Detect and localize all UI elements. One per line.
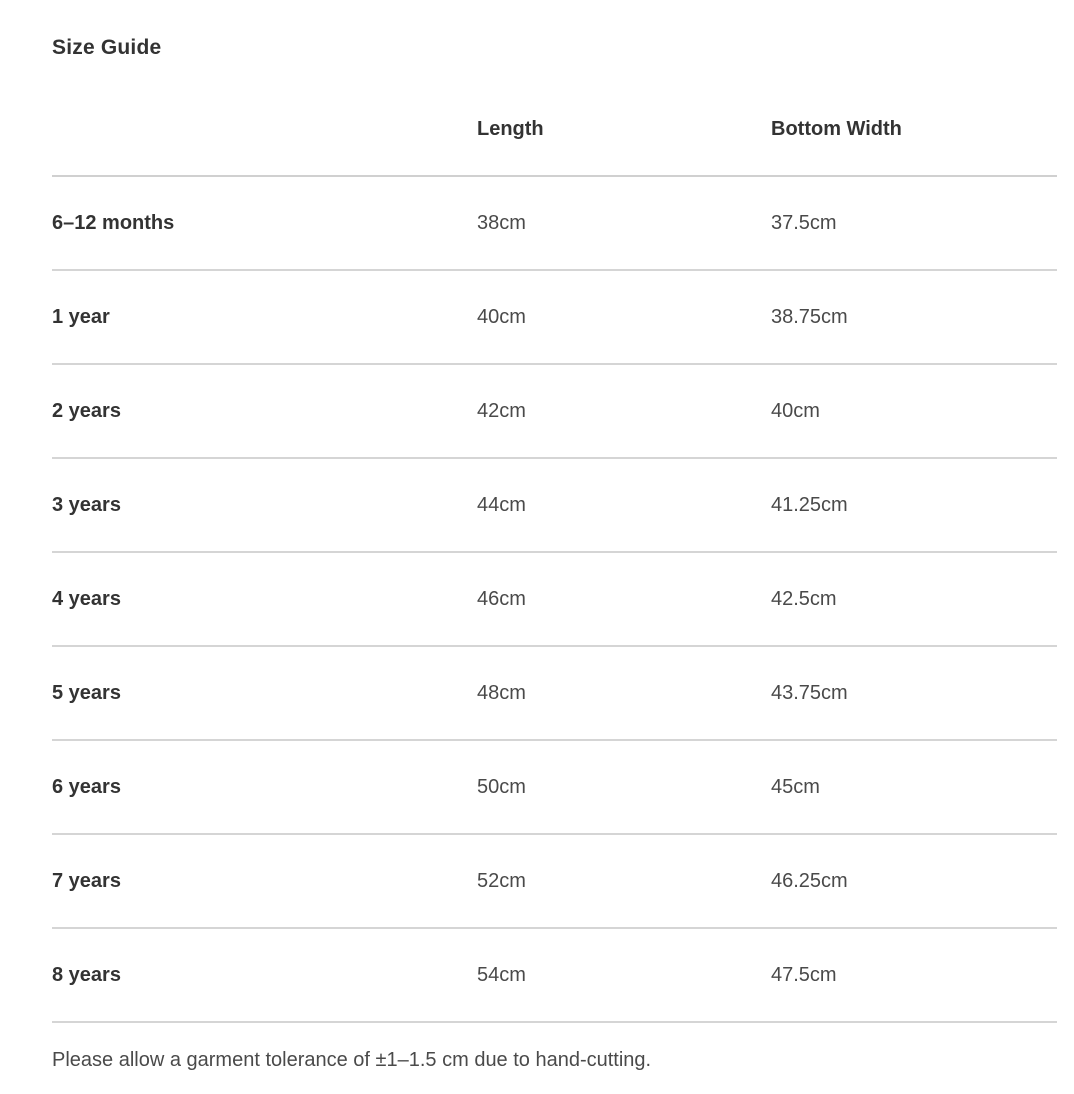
table-row	[52, 834, 1057, 928]
length-cell: 38cm	[477, 176, 771, 270]
size-cell: 6 years	[52, 740, 477, 834]
size-cell: 5 years	[52, 646, 477, 740]
table-row	[52, 176, 1057, 270]
size-cell: 1 year	[52, 270, 477, 364]
length-cell: 54cm	[477, 928, 771, 1022]
bottom-width-cell: 45cm	[771, 740, 1057, 834]
length-cell: 50cm	[477, 740, 771, 834]
table-row	[52, 740, 1057, 834]
length-cell: 52cm	[477, 834, 771, 928]
table-row	[52, 458, 1057, 552]
size-cell: 2 years	[52, 364, 477, 458]
size-cell: 4 years	[52, 552, 477, 646]
size-cell: 3 years	[52, 458, 477, 552]
length-cell: 40cm	[477, 270, 771, 364]
table-header-row	[52, 83, 1057, 176]
header-bottom-width: Bottom Width	[771, 83, 1057, 176]
bottom-width-cell: 40cm	[771, 364, 1057, 458]
bottom-width-cell: 47.5cm	[771, 928, 1057, 1022]
bottom-width-cell: 42.5cm	[771, 552, 1057, 646]
bottom-width-cell: 38.75cm	[771, 270, 1057, 364]
bottom-width-cell: 46.25cm	[771, 834, 1057, 928]
length-cell: 46cm	[477, 552, 771, 646]
table-row	[52, 364, 1057, 458]
page-title: Size Guide	[52, 36, 162, 59]
size-table	[52, 83, 1057, 1023]
bottom-width-cell: 43.75cm	[771, 646, 1057, 740]
bottom-width-cell: 37.5cm	[771, 176, 1057, 270]
header-length: Length	[477, 83, 771, 176]
length-cell: 42cm	[477, 364, 771, 458]
table-row	[52, 928, 1057, 1022]
header-size	[52, 83, 477, 176]
table-row	[52, 646, 1057, 740]
size-cell: 6–12 months	[52, 176, 477, 270]
table-row	[52, 270, 1057, 364]
size-cell: 8 years	[52, 928, 477, 1022]
table-row	[52, 552, 1057, 646]
tolerance-note: Please allow a garment tolerance of ±1–1.5 cm due to hand-cutting.	[52, 1049, 652, 1071]
size-cell: 7 years	[52, 834, 477, 928]
length-cell: 44cm	[477, 458, 771, 552]
length-cell: 48cm	[477, 646, 771, 740]
bottom-width-cell: 41.25cm	[771, 458, 1057, 552]
